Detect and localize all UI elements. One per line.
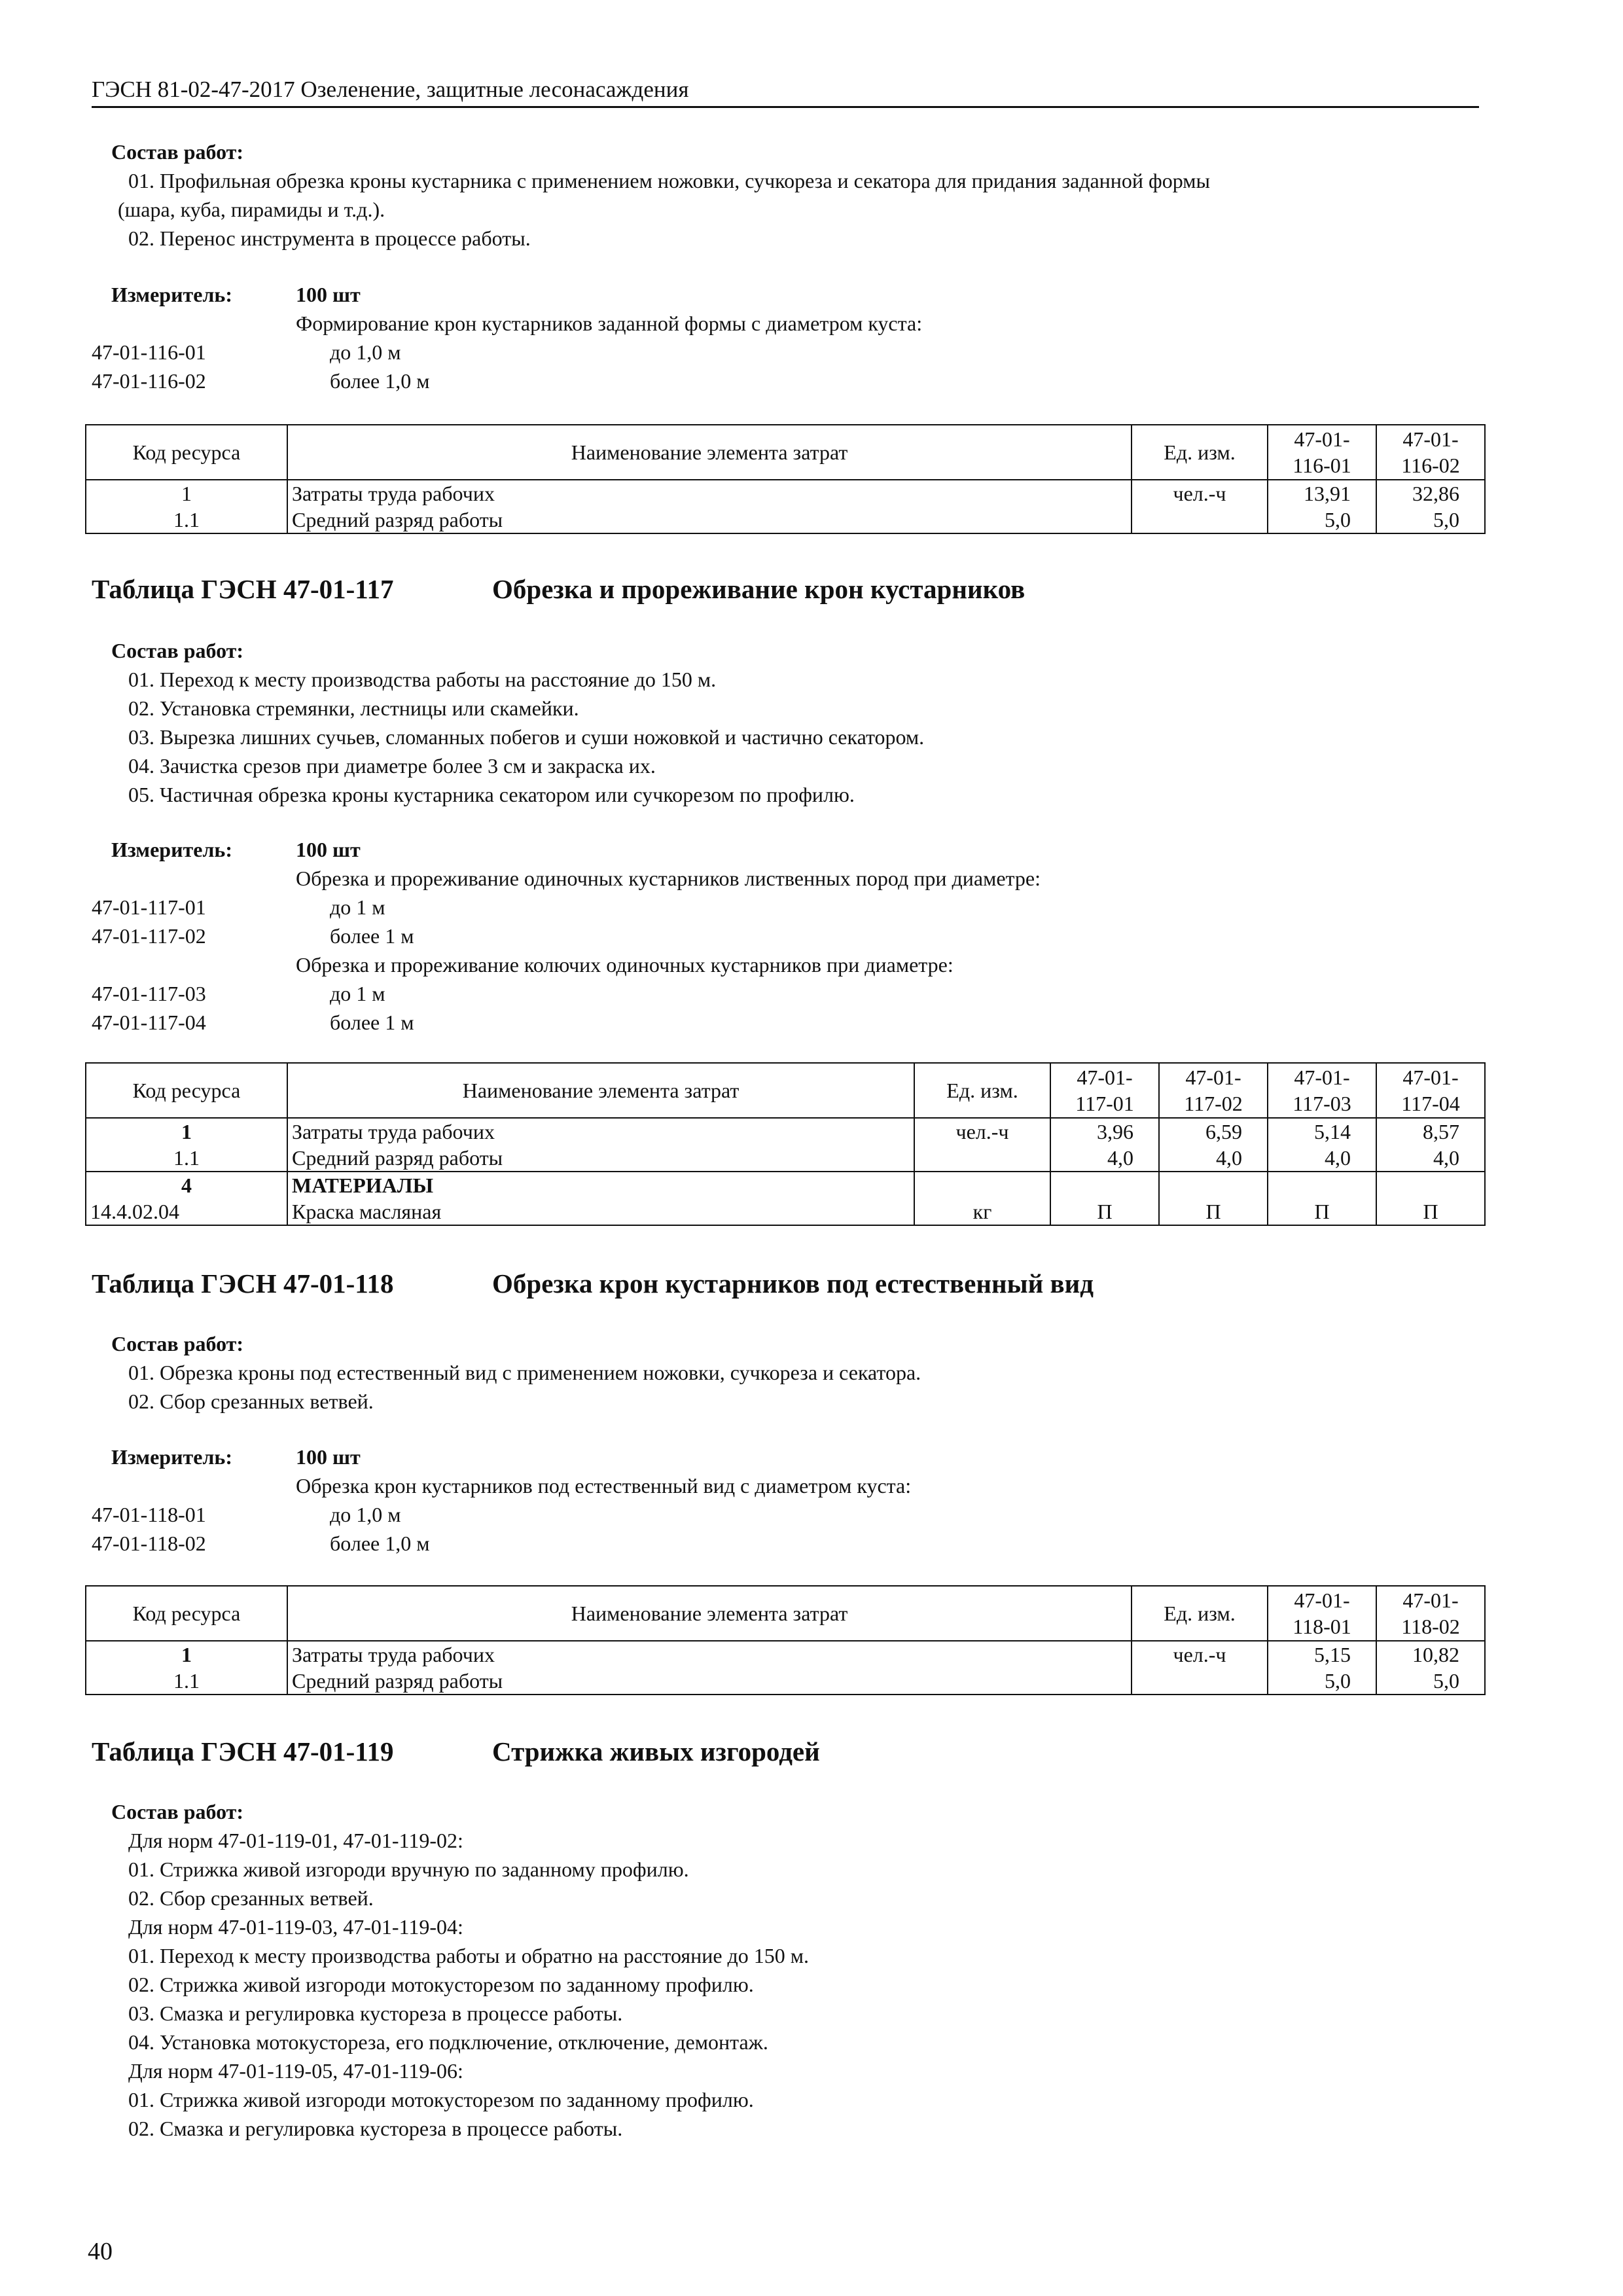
col-header-norm: 47-01- 117-03 <box>1268 1063 1376 1118</box>
composition-line: 04. Зачистка срезов при диаметре более 3 см и закраска их. <box>128 754 656 778</box>
table-number: Таблица ГЭСН 47-01-117 <box>92 574 394 604</box>
col-header-unit: Ед. изм. <box>1132 425 1268 480</box>
composition-title: Состав работ: <box>111 140 244 164</box>
table-title-118 <box>92 1266 1094 1300</box>
meter-118 <box>92 1443 1486 1558</box>
composition-line: 02. Стрижка живой изгороди мотокусторезом по заданному профилю. <box>128 1973 754 1996</box>
table-row: 1.1 Средний разряд работы 4,0 4,0 4,0 4,0 <box>86 1145 1485 1172</box>
table-name: Обрезка и прореживание крон кустарников <box>492 574 1026 604</box>
meter-117 <box>92 835 1486 1037</box>
composition-line: 02. Перенос инструмента в процессе работы. <box>128 226 531 250</box>
table-row: 1 Затраты труда рабочих чел.-ч 3,96 6,59 5,14 8,57 <box>86 1118 1485 1145</box>
composition-line: (шара, куба, пирамиды и т.д.). <box>118 198 385 221</box>
meter-label: Измеритель: <box>111 838 232 861</box>
norm-text: более 1,0 м <box>330 369 430 393</box>
col-header-norm: 47-01- 118-01 <box>1268 1586 1376 1641</box>
composition-117 <box>92 636 1486 809</box>
norm-text: до 1,0 м <box>330 1503 401 1526</box>
composition-line: 05. Частичная обрезка кроны кустарника секатором или сучкорезом по профилю. <box>128 783 855 806</box>
norm-code: 47-01-118-02 <box>92 1532 206 1555</box>
composition-line: 02. Сбор срезанных ветвей. <box>128 1886 374 1910</box>
composition-line: 03. Вырезка лишних сучьев, сломанных побегов и суши ножовкой и частично секатором. <box>128 725 925 749</box>
table-name: Стрижка живых изгородей <box>492 1736 820 1767</box>
composition-line: 01. Стрижка живой изгороди мотокусторезом по заданному профилю. <box>128 2088 754 2111</box>
norm-text: более 1 м <box>330 1011 414 1034</box>
composition-line: 01. Обрезка кроны под естественный вид с применением ножовки, сучкореза и секатора. <box>128 1361 921 1384</box>
col-header-name: Наименование элемента затрат <box>287 425 1132 480</box>
meter-description: Формирование крон кустарников заданной формы с диаметром куста: <box>296 312 923 335</box>
meter-label: Измеритель: <box>111 1445 232 1469</box>
composition-line: Для норм 47-01-119-03, 47-01-119-04: <box>128 1915 463 1939</box>
composition-119 <box>92 1797 1486 2143</box>
norm-code: 47-01-116-01 <box>92 340 206 364</box>
composition-line: 02. Установка стремянки, лестницы или скамейки. <box>128 696 579 720</box>
meter-unit: 100 шт <box>296 838 361 861</box>
cost-table-117 <box>85 1062 1486 1226</box>
norm-code: 47-01-117-01 <box>92 895 206 919</box>
norm-code: 47-01-117-02 <box>92 924 206 948</box>
col-header-code: Код ресурса <box>86 1063 287 1118</box>
table-row: 1 Затраты труда рабочих чел.-ч 13,91 32,86 <box>86 480 1485 507</box>
composition-title: Состав работ: <box>111 1800 244 1823</box>
col-header-unit: Ед. изм. <box>1132 1586 1268 1641</box>
norm-code: 47-01-116-02 <box>92 369 206 393</box>
table-title-119 <box>92 1734 820 1768</box>
composition-line: 01. Профильная обрезка кроны кустарника с применением ножовки, сучкореза и секатора для придания заданной формы <box>128 169 1211 192</box>
composition-line: 04. Установка мотокустореза, его подключение, отключение, демонтаж. <box>128 2030 768 2054</box>
col-header-norm: 47-01- 118-02 <box>1376 1586 1485 1641</box>
meter-description: Обрезка и прореживание колючих одиночных кустарников при диаметре: <box>296 953 954 977</box>
meter-description: Обрезка крон кустарников под естественный вид с диаметром куста: <box>296 1474 912 1498</box>
meter-description: Обрезка и прореживание одиночных кустарников лиственных пород при диаметре: <box>296 867 1041 890</box>
norm-code: 47-01-117-03 <box>92 982 206 1005</box>
col-header-unit: Ед. изм. <box>914 1063 1050 1118</box>
composition-title: Состав работ: <box>111 1332 244 1355</box>
running-header: ГЭСН 81-02-47-2017 Озеленение, защитные лесонасаждения <box>92 76 1479 108</box>
norm-text: до 1 м <box>330 982 385 1005</box>
meter-116 <box>92 280 1486 395</box>
composition-116 <box>92 137 1486 253</box>
col-header-name: Наименование элемента затрат <box>287 1063 914 1118</box>
meter-unit: 100 шт <box>296 1445 361 1469</box>
norm-code: 47-01-118-01 <box>92 1503 206 1526</box>
meter-unit: 100 шт <box>296 283 361 306</box>
table-row: 14.4.02.04 Краска масляная кг П П П П <box>86 1198 1485 1225</box>
col-header-norm: 47-01- 117-01 <box>1050 1063 1159 1118</box>
table-title-117 <box>92 572 1026 606</box>
col-header-code: Код ресурса <box>86 1586 287 1641</box>
cost-table-118 <box>85 1585 1486 1695</box>
page-number: 40 <box>88 2238 113 2265</box>
table-row: 1.1 Средний разряд работы 5,0 5,0 <box>86 507 1485 533</box>
norm-code: 47-01-117-04 <box>92 1011 206 1034</box>
norm-text: более 1 м <box>330 924 414 948</box>
composition-line: 02. Смазка и регулировка кустореза в процессе работы. <box>128 2117 623 2140</box>
table-number: Таблица ГЭСН 47-01-119 <box>92 1736 394 1767</box>
table-number: Таблица ГЭСН 47-01-118 <box>92 1268 394 1299</box>
composition-line: 01. Стрижка живой изгороди вручную по заданному профилю. <box>128 1857 689 1881</box>
composition-line: 02. Сбор срезанных ветвей. <box>128 1390 374 1413</box>
norm-text: более 1,0 м <box>330 1532 430 1555</box>
col-header-norm: 47-01- 117-04 <box>1376 1063 1485 1118</box>
norm-text: до 1,0 м <box>330 340 401 364</box>
col-header-name: Наименование элемента затрат <box>287 1586 1132 1641</box>
composition-line: Для норм 47-01-119-01, 47-01-119-02: <box>128 1829 463 1852</box>
composition-118 <box>92 1329 1486 1416</box>
table-row: 4 МАТЕРИАЛЫ <box>86 1172 1485 1198</box>
composition-line: 01. Переход к месту производства работы на расстояние до 150 м. <box>128 668 717 691</box>
composition-title: Состав работ: <box>111 639 244 662</box>
col-header-norm: 47-01- 116-02 <box>1376 425 1485 480</box>
col-header-norm: 47-01- 117-02 <box>1159 1063 1268 1118</box>
col-header-norm: 47-01- 116-01 <box>1268 425 1376 480</box>
meter-label: Измеритель: <box>111 283 232 306</box>
composition-line: 01. Переход к месту производства работы и обратно на расстояние до 150 м. <box>128 1944 810 1967</box>
table-row: 1.1 Средний разряд работы 5,0 5,0 <box>86 1668 1485 1695</box>
cost-table-116 <box>85 424 1486 534</box>
col-header-code: Код ресурса <box>86 425 287 480</box>
table-row: 1 Затраты труда рабочих чел.-ч 5,15 10,82 <box>86 1641 1485 1668</box>
composition-line: 03. Смазка и регулировка кустореза в процессе работы. <box>128 2001 623 2025</box>
norm-text: до 1 м <box>330 895 385 919</box>
composition-line: Для норм 47-01-119-05, 47-01-119-06: <box>128 2059 463 2083</box>
table-name: Обрезка крон кустарников под естественный вид <box>492 1268 1094 1299</box>
